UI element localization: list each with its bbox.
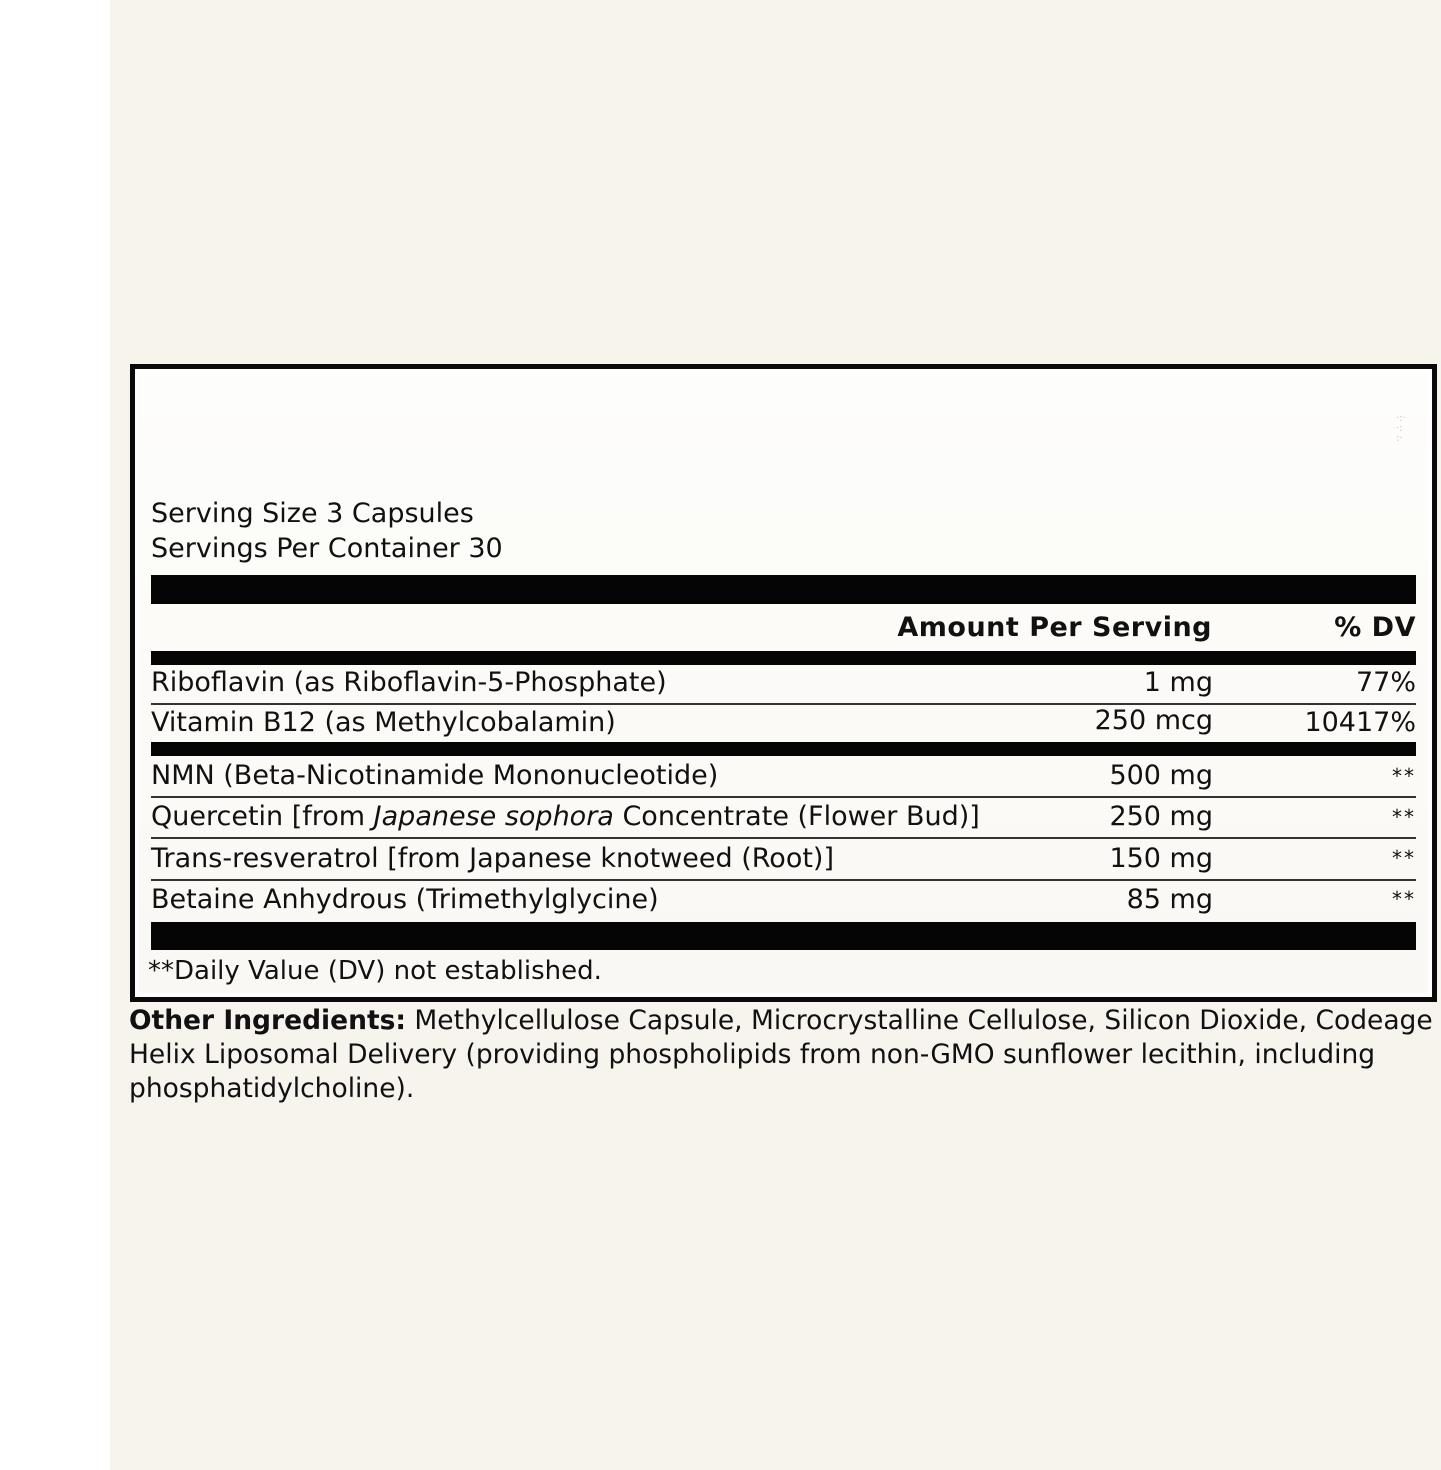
row-amount-riboflavin: 1 mg	[1143, 667, 1213, 698]
other-ingredients	[129, 1004, 1439, 1106]
quercetin-name-italic: Japanese sophora	[373, 801, 614, 832]
thick-divider-bottom	[151, 922, 1416, 950]
quercetin-name-prefix: Quercetin [from	[151, 801, 374, 832]
row-name-nmn: NMN (Beta-Nicotinamide Mononucleotide)	[151, 760, 719, 791]
row-dv-nmn: **	[1392, 764, 1416, 788]
row-divider	[151, 837, 1416, 839]
row-name-trans-resveratrol: Trans-resveratrol [from Japanese knotweed (Root)]	[151, 843, 834, 874]
row-amount-betaine: 85 mg	[1126, 884, 1213, 915]
row-name-vitamin-b12: Vitamin B12 (as Methylcobalamin)	[151, 707, 616, 738]
faint-mark: ·:· ·: :·	[1396, 413, 1406, 444]
dv-footnote: **Daily Value (DV) not established.	[148, 956, 602, 986]
row-name-riboflavin: Riboflavin (as Riboflavin-5-Phosphate)	[151, 667, 667, 698]
row-name-quercetin	[151, 800, 980, 834]
row-dv-quercetin: **	[1392, 805, 1416, 829]
row-dv-trans-resveratrol: **	[1392, 846, 1416, 870]
thick-divider-top	[151, 575, 1416, 604]
serving-size: Serving Size 3 Capsules	[151, 498, 474, 529]
other-ingredients-label: Other Ingredients:	[129, 1005, 406, 1036]
row-dv-betaine: **	[1392, 887, 1416, 911]
row-amount-trans-resveratrol: 150 mg	[1109, 843, 1213, 874]
quercetin-name-suffix: Concentrate (Flower Bud)]	[613, 801, 980, 832]
row-amount-nmn: 500 mg	[1109, 760, 1213, 791]
row-name-betaine: Betaine Anhydrous (Trimethylglycine)	[151, 884, 659, 915]
row-divider	[151, 703, 1416, 705]
servings-per-container: Servings Per Container 30	[151, 533, 503, 564]
row-divider	[151, 879, 1416, 881]
row-divider	[151, 796, 1416, 798]
dv-header: % DV	[1334, 612, 1416, 643]
amount-per-serving-header: Amount Per Serving	[897, 612, 1212, 643]
row-amount-quercetin: 250 mg	[1109, 801, 1213, 832]
medium-divider-vitamins	[151, 742, 1416, 756]
medium-divider-header	[151, 651, 1416, 665]
row-amount-vitamin-b12: 250 mcg	[1094, 705, 1213, 736]
other-ingredients-text: Methylcellulose Capsule, Microcrystalline Cellulose, Silicon Dioxide, Codeage Helix Liposomal Delivery (providing phospholipids from non-GMO sunflower lecithin, including phosphatidylcholine).	[129, 1005, 1433, 1104]
row-dv-vitamin-b12: 10417%	[1304, 707, 1416, 738]
row-dv-riboflavin: 77%	[1355, 667, 1416, 698]
